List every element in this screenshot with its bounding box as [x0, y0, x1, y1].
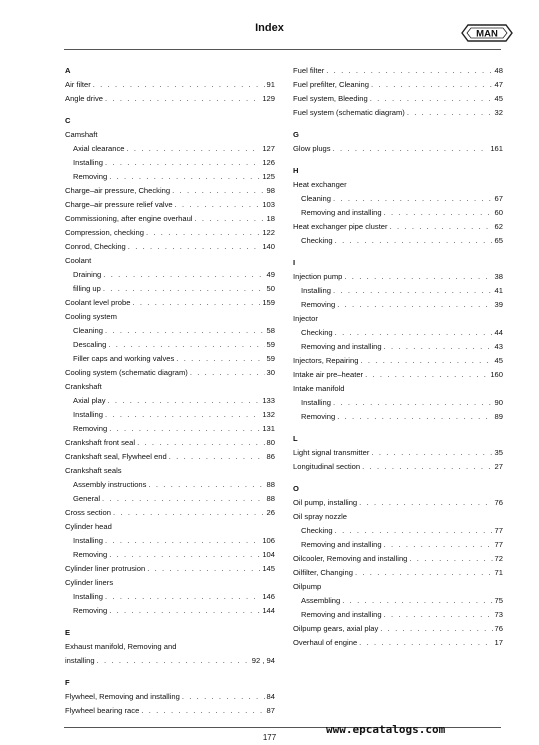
index-entry [65, 704, 275, 718]
dot-leader [182, 690, 265, 704]
index-entry [293, 354, 503, 368]
index-subentry [65, 142, 275, 156]
dot-leader [326, 64, 492, 78]
dot-leader [109, 170, 260, 184]
dot-leader [384, 206, 493, 220]
section-gap [293, 474, 503, 482]
index-entry [65, 128, 275, 142]
index-entry [293, 382, 503, 396]
page-reference: 44 [494, 328, 503, 337]
dot-leader [108, 338, 264, 352]
index-subentry [65, 492, 275, 506]
dot-leader [333, 192, 493, 206]
dot-leader [175, 198, 261, 212]
entry-text: Heat exchanger pipe cluster [293, 222, 388, 231]
index-entry [65, 464, 275, 478]
entry-text: Intake manifold [293, 384, 345, 393]
dot-leader [194, 212, 264, 226]
entry-text: Angle drive [65, 94, 103, 103]
page-reference: 133 [262, 396, 275, 405]
entry-text: Longitudinal section [293, 462, 361, 471]
index-subentry [293, 298, 503, 312]
dot-leader [355, 566, 493, 580]
index-entry [293, 446, 503, 460]
index-subentry [65, 156, 275, 170]
index-entry [293, 566, 503, 580]
entry-text: Crankshaft seal, Flywheel end [65, 452, 167, 461]
watermark-url: www.epcatalogs.com [326, 723, 446, 736]
page-reference: 106 [262, 536, 275, 545]
page-reference: 18 [266, 214, 275, 223]
index-entry [65, 254, 275, 268]
entry-text: Installing [73, 536, 103, 545]
page-reference: 146 [262, 592, 275, 601]
entry-text: Checking [301, 236, 333, 245]
entry-text: Cylinder liners [65, 578, 114, 587]
page-reference: 80 [266, 438, 275, 447]
dot-leader [384, 608, 493, 622]
entry-text: Flywheel bearing race [65, 706, 140, 715]
entry-text: Compression, checking [65, 228, 144, 237]
entry-text: Removing [73, 172, 108, 181]
entry-text: Cylinder liner protrusion [65, 564, 146, 573]
dot-leader [409, 552, 492, 566]
page-title: Index [255, 22, 284, 34]
index-subentry [293, 326, 503, 340]
page-reference: 84 [266, 692, 275, 701]
page-reference: 60 [494, 208, 503, 217]
index-entry [65, 450, 275, 464]
entry-text: Injection pump [293, 272, 343, 281]
index-column-right [293, 64, 503, 650]
entry-text: Checking [301, 328, 333, 337]
page-reference: 129 [262, 94, 275, 103]
dot-leader [97, 654, 250, 668]
section-letter: L [293, 434, 298, 443]
index-subentry [65, 604, 275, 618]
dot-leader [337, 298, 492, 312]
dot-leader [371, 78, 493, 92]
entry-text: Exhaust manifold, Removing and [65, 642, 177, 651]
page-reference: 87 [266, 706, 275, 715]
page-reference: 77 [494, 526, 503, 535]
index-entry [65, 296, 275, 310]
index-entry [65, 78, 275, 92]
dot-leader [103, 268, 264, 282]
man-logo-icon [458, 22, 516, 44]
entry-text: Cross section [65, 508, 112, 517]
entry-text: Commissioning, after engine overhaul [65, 214, 193, 223]
index-entry [65, 562, 275, 576]
dot-leader [113, 506, 265, 520]
entry-text: Flywheel, Removing and installing [65, 692, 180, 701]
index-entry [293, 580, 503, 594]
page-reference: 131 [262, 424, 275, 433]
dot-leader [344, 270, 492, 284]
dot-leader [335, 234, 493, 248]
dot-leader [105, 408, 260, 422]
index-subentry [65, 548, 275, 562]
dot-leader [172, 184, 264, 198]
index-entry [293, 92, 503, 106]
page-reference: 103 [262, 200, 275, 209]
index-entry [65, 198, 275, 212]
section-gap [293, 248, 503, 256]
entry-text: Removing [73, 606, 108, 615]
dot-leader [370, 92, 493, 106]
page-reference: 47 [494, 80, 503, 89]
page-reference: 59 [266, 340, 275, 349]
dot-leader [109, 604, 260, 618]
entry-text: Installing [73, 592, 103, 601]
index-entry [65, 654, 275, 668]
page-reference: 140 [262, 242, 275, 251]
page-reference: 72 [494, 554, 503, 563]
entry-text: Fuel system, Bleeding [293, 94, 368, 103]
page-reference: 125 [262, 172, 275, 181]
entry-text: Axial play [73, 396, 106, 405]
dot-leader [109, 422, 260, 436]
dot-leader [337, 410, 492, 424]
index-subentry [293, 594, 503, 608]
page-reference: 88 [266, 480, 275, 489]
index-subentry [65, 478, 275, 492]
index-subentry [293, 608, 503, 622]
section-gap [65, 106, 275, 114]
entry-text: Injector [293, 314, 318, 323]
index-entry [293, 460, 503, 474]
page-reference: 67 [494, 194, 503, 203]
page-reference: 35 [494, 448, 503, 457]
dot-leader [105, 534, 260, 548]
entry-text: Removing and installing [301, 208, 382, 217]
index-entry [293, 64, 503, 78]
entry-text: Injectors, Repairing [293, 356, 359, 365]
page-reference: 122 [262, 228, 275, 237]
entry-text: Installing [73, 158, 103, 167]
entry-text: Oilpump gears, axial play [293, 624, 379, 633]
entry-text: Filler caps and working valves [73, 354, 175, 363]
entry-text: installing [65, 656, 95, 665]
entry-text: Glow plugs [293, 144, 331, 153]
dot-leader [141, 704, 264, 718]
entry-text: Assembly instructions [73, 480, 147, 489]
section-gap [293, 120, 503, 128]
index-subentry [65, 590, 275, 604]
dot-leader [108, 394, 261, 408]
index-subentry [293, 340, 503, 354]
entry-text: Crankshaft front seal [65, 438, 136, 447]
entry-text: Installing [301, 286, 331, 295]
header-rule [64, 49, 501, 50]
page-reference: 159 [262, 298, 275, 307]
entry-text: Conrod, Checking [65, 242, 126, 251]
entry-text: General [73, 494, 101, 503]
entry-text: Charge–air pressure relief valve [65, 200, 173, 209]
page-reference: 58 [266, 326, 275, 335]
index-column-left [65, 64, 275, 718]
section-letter: A [65, 66, 71, 75]
index-subentry [65, 534, 275, 548]
dot-leader [105, 590, 260, 604]
entry-text: Removing [73, 424, 108, 433]
page-reference: 62 [494, 222, 503, 231]
page-reference: 30 [266, 368, 275, 377]
entry-text: Oil spray nozzle [293, 512, 348, 521]
index-entry [65, 640, 275, 654]
page-reference: 71 [494, 568, 503, 577]
entry-text: Removing and installing [301, 610, 382, 619]
page-reference: 75 [494, 596, 503, 605]
page-reference: 77 [494, 540, 503, 549]
page-reference: 73 [494, 610, 503, 619]
dot-leader [390, 220, 493, 234]
page-reference: 76 [494, 624, 503, 633]
section-letter: O [293, 484, 299, 493]
dot-leader [360, 354, 492, 368]
dot-leader [137, 436, 264, 450]
page-reference: 48 [494, 66, 503, 75]
page-reference: 98 [266, 186, 275, 195]
index-entry [65, 380, 275, 394]
entry-text: Intake air pre–heater [293, 370, 364, 379]
section-letter: G [293, 130, 299, 139]
index-subentry [65, 408, 275, 422]
section-gap [65, 668, 275, 676]
entry-text: Axial clearance [73, 144, 125, 153]
page-number: 177 [262, 733, 277, 742]
entry-text: Removing [73, 550, 108, 559]
page-reference: 50 [266, 284, 275, 293]
entry-text: Crankshaft [65, 382, 102, 391]
entry-text: Overhaul of engine [293, 638, 358, 647]
dot-leader [147, 562, 260, 576]
section-letter: H [293, 166, 299, 175]
dot-leader [148, 478, 264, 492]
index-entry [65, 310, 275, 324]
page-reference: 65 [494, 236, 503, 245]
dot-leader [342, 594, 492, 608]
entry-text: Oilfilter, Changing [293, 568, 353, 577]
entry-text: Installing [73, 410, 103, 419]
page-reference: 91 [266, 80, 275, 89]
dot-leader [365, 368, 488, 382]
entry-text: Removing and installing [301, 342, 382, 351]
entry-text: Cleaning [73, 326, 103, 335]
entry-text: Fuel filter [293, 66, 325, 75]
dot-leader [371, 446, 492, 460]
entry-text: Coolant level probe [65, 298, 131, 307]
svg-text:MAN: MAN [476, 28, 498, 40]
index-subentry [65, 394, 275, 408]
dot-leader [127, 142, 261, 156]
index-entry [65, 92, 275, 106]
entry-text: Cooling system (schematic diagram) [65, 368, 188, 377]
index-subentry [293, 234, 503, 248]
index-subentry [293, 206, 503, 220]
index-entry [65, 520, 275, 534]
index-entry [293, 622, 503, 636]
index-subentry [65, 422, 275, 436]
dot-leader [105, 92, 260, 106]
page-reference: 145 [262, 564, 275, 573]
index-entry [293, 178, 503, 192]
dot-leader [335, 326, 493, 340]
dot-leader [109, 548, 260, 562]
dot-leader [362, 460, 492, 474]
page-reference: 39 [494, 300, 503, 309]
dot-leader [380, 622, 492, 636]
section-gap [65, 618, 275, 626]
index-entry [293, 368, 503, 382]
entry-text: Crankshaft seals [65, 466, 122, 475]
page-reference: 132 [262, 410, 275, 419]
entry-text: Cleaning [301, 194, 331, 203]
entry-text: Heat exchanger [293, 180, 347, 189]
index-entry [293, 312, 503, 326]
page-reference: 88 [266, 494, 275, 503]
entry-text: Cooling system [65, 312, 117, 321]
page-reference: 76 [494, 498, 503, 507]
index-subentry [293, 410, 503, 424]
dot-leader [176, 352, 264, 366]
dot-leader [333, 142, 489, 156]
entry-text: Draining [73, 270, 102, 279]
page-reference: 41 [494, 286, 503, 295]
section-gap [293, 156, 503, 164]
index-entry [65, 184, 275, 198]
dot-leader [102, 492, 265, 506]
index-entry [293, 78, 503, 92]
page-reference: 26 [266, 508, 275, 517]
dot-leader [333, 284, 493, 298]
entry-text: Coolant [65, 256, 92, 265]
entry-text: Cylinder head [65, 522, 112, 531]
entry-text: Light signal transmitter [293, 448, 370, 457]
index-subentry [65, 352, 275, 366]
entry-text: Removing [301, 412, 336, 421]
dot-leader [105, 324, 265, 338]
entry-text: Camshaft [65, 130, 98, 139]
entry-text: Checking [301, 526, 333, 535]
page-reference: 161 [490, 144, 503, 153]
entry-text: Oil pump, installing [293, 498, 358, 507]
entry-text: Descaling [73, 340, 107, 349]
dot-leader [384, 538, 493, 552]
entry-text: Fuel prefilter, Cleaning [293, 80, 369, 89]
index-entry [293, 220, 503, 234]
index-entry [65, 506, 275, 520]
dot-leader [169, 450, 265, 464]
entry-text: Removing [301, 300, 336, 309]
index-entry [293, 636, 503, 650]
dot-leader [103, 282, 265, 296]
page-reference: 43 [494, 342, 503, 351]
index-entry [293, 106, 503, 120]
index-subentry [65, 170, 275, 184]
section-letter: F [65, 678, 70, 687]
section-letter: C [65, 116, 71, 125]
index-entry [293, 552, 503, 566]
page-reference: 126 [262, 158, 275, 167]
entry-text: Installing [301, 398, 331, 407]
page-reference: 92 , 94 [251, 656, 275, 665]
index-entry [293, 496, 503, 510]
page-reference: 27 [494, 462, 503, 471]
dot-leader [359, 636, 492, 650]
index-entry [293, 510, 503, 524]
index-subentry [293, 524, 503, 538]
page-reference: 127 [262, 144, 275, 153]
index-entry [65, 366, 275, 380]
index-subentry [293, 396, 503, 410]
page-reference: 90 [494, 398, 503, 407]
page-reference: 32 [494, 108, 503, 117]
dot-leader [190, 366, 265, 380]
dot-leader [128, 240, 261, 254]
page-reference: 45 [494, 94, 503, 103]
section-gap [293, 424, 503, 432]
dot-leader [146, 226, 260, 240]
page-reference: 86 [266, 452, 275, 461]
section-letter: I [293, 258, 296, 267]
section-letter: E [65, 628, 71, 637]
dot-leader [105, 156, 260, 170]
dot-leader [333, 396, 493, 410]
index-entry [65, 576, 275, 590]
page-reference: 59 [266, 354, 275, 363]
entry-text: filling up [73, 284, 101, 293]
dot-leader [335, 524, 493, 538]
entry-text: Oilcooler, Removing and installing [293, 554, 408, 563]
index-subentry [65, 324, 275, 338]
dot-leader [132, 296, 260, 310]
page-reference: 160 [490, 370, 503, 379]
dot-leader [407, 106, 493, 120]
index-entry [65, 240, 275, 254]
entry-text: Fuel system (schematic diagram) [293, 108, 405, 117]
entry-text: Charge–air pressure, Checking [65, 186, 171, 195]
page-reference: 89 [494, 412, 503, 421]
index-entry [293, 270, 503, 284]
index-entry [65, 226, 275, 240]
entry-text: Oilpump [293, 582, 322, 591]
entry-text: Air filter [65, 80, 91, 89]
entry-text: Removing and installing [301, 540, 382, 549]
page-reference: 104 [262, 550, 275, 559]
page-reference: 144 [262, 606, 275, 615]
index-subentry [293, 192, 503, 206]
entry-text: Assembling [301, 596, 341, 605]
dot-leader [93, 78, 265, 92]
index-entry [65, 436, 275, 450]
index-subentry [293, 538, 503, 552]
index-subentry [65, 268, 275, 282]
index-entry [65, 212, 275, 226]
dot-leader [359, 496, 492, 510]
page-reference: 38 [494, 272, 503, 281]
dot-leader [384, 340, 493, 354]
page-reference: 49 [266, 270, 275, 279]
index-subentry [65, 338, 275, 352]
index-entry [293, 142, 503, 156]
index-subentry [65, 282, 275, 296]
index-entry [65, 690, 275, 704]
page-reference: 45 [494, 356, 503, 365]
page-reference: 17 [494, 638, 503, 647]
index-subentry [293, 284, 503, 298]
